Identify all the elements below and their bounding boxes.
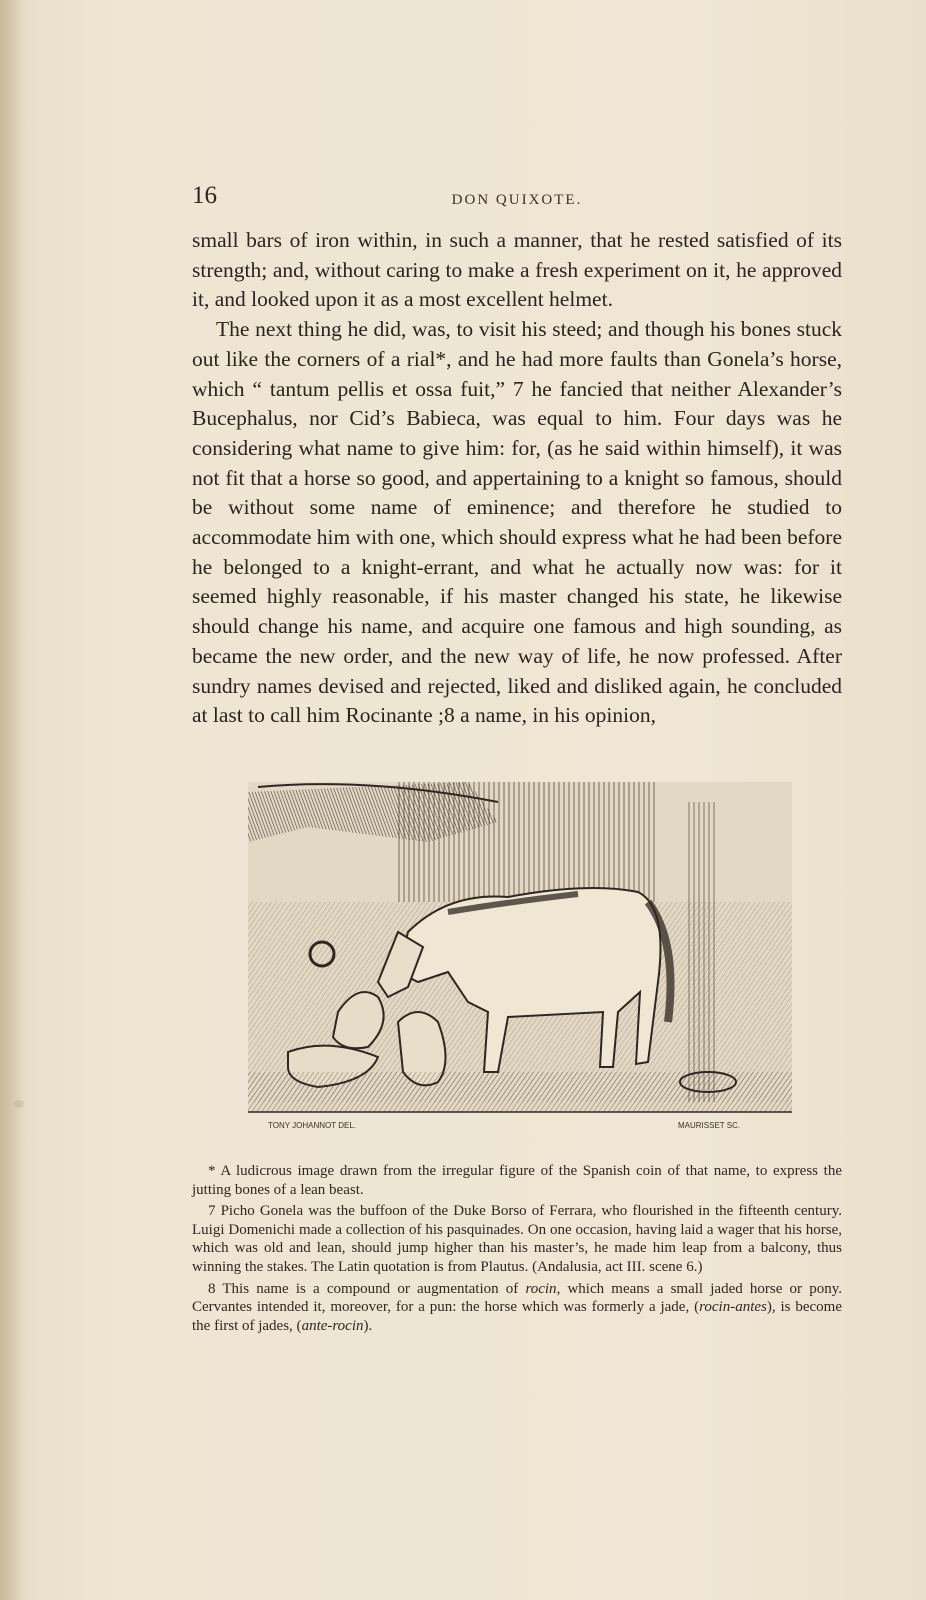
footnote-8 — [192, 1280, 842, 1336]
running-title: DON QUIXOTE. — [451, 192, 583, 208]
body-text — [192, 226, 842, 731]
page-number: 16 — [192, 182, 217, 209]
footnotes — [192, 1162, 842, 1338]
credit-left: TONY JOHANNOT DEL. — [268, 1121, 357, 1130]
footnote-8-term-ante-rocin: ante-rocin — [301, 1317, 364, 1334]
footnote-asterisk: * A ludicrous image drawn from the irregular figure of the Spanish coin of that name, to express the jutting bones of a lean beast. — [192, 1163, 842, 1198]
page-header — [192, 182, 842, 222]
footnote-8-term-rocin-antes: rocin-antes — [699, 1299, 767, 1316]
footnote-7: 7 Picho Gonela was the buffoon of the Duke Borso of Ferrara, who flourished in the fifteenth century. Luigi Domenichi made a collection of his pasquinades. On one occasion, having laid a wager that his horse, which was old and lean, should jump higher than his master’s, he made him leap from a balcony, thus winning the stakes. The Latin quotation is from Plautus. (Andalusia, act III. scene 6.) — [192, 1203, 842, 1275]
paragraph-2: The next thing he did, was, to visit his steed; and though his bones stuck out like the corners of a rial*, and he had more faults than Gonela’s horse, which “ tantum pellis et ossa fuit,” 7 he fancied that neither Alexander’s Bucephalus, nor Cid’s Babieca, was equal to him. Four days was he considering what name to give him: for, (as he said within himself), it was not fit that a horse so good, and appertaining to a knight so famous, should be without some name of eminence; and therefore he studied to accommodate him with one, which should express what he had been before he belonged to a knight-errant, and what he actually now was: for it seemed highly reasonable, if his master changed his state, he likewise should change his name, and acquire one famous and high sounding, as became the new order, and the new way of life, he now professed. After sundry names devised and rejected, liked and disliked again, he concluded at last to call him Rocinante ;8 a name, in his opinion, — [192, 317, 842, 728]
horse-and-dogs-engraving — [248, 782, 792, 1148]
footnote-8-term-rocin: rocin — [525, 1280, 557, 1297]
paragraph-1: small bars of iron within, in such a manner, that he rested satisfied of its strength; and, without caring to make a fresh experiment on it, he approved it, and looked upon it as a most excellent helmet. — [192, 228, 842, 312]
paper-spot — [14, 1100, 24, 1108]
credit-right: MAURISSET SC. — [678, 1121, 741, 1130]
footnote-8-part-e: ), is become the first of jades, ( — [192, 1299, 843, 1334]
footnote-8-part-g: ). — [363, 1317, 373, 1334]
footnote-8-part-c: , which means a small jaded horse or pony. Cervantes intended it, moreover, for a pun: the horse which was formerly a jade, ( — [192, 1280, 842, 1316]
gutter-shadow — [0, 0, 22, 1600]
engraving-illustration — [248, 782, 792, 1148]
footnote-8-part-a: 8 This name is a compound or augmentation of — [208, 1280, 526, 1297]
